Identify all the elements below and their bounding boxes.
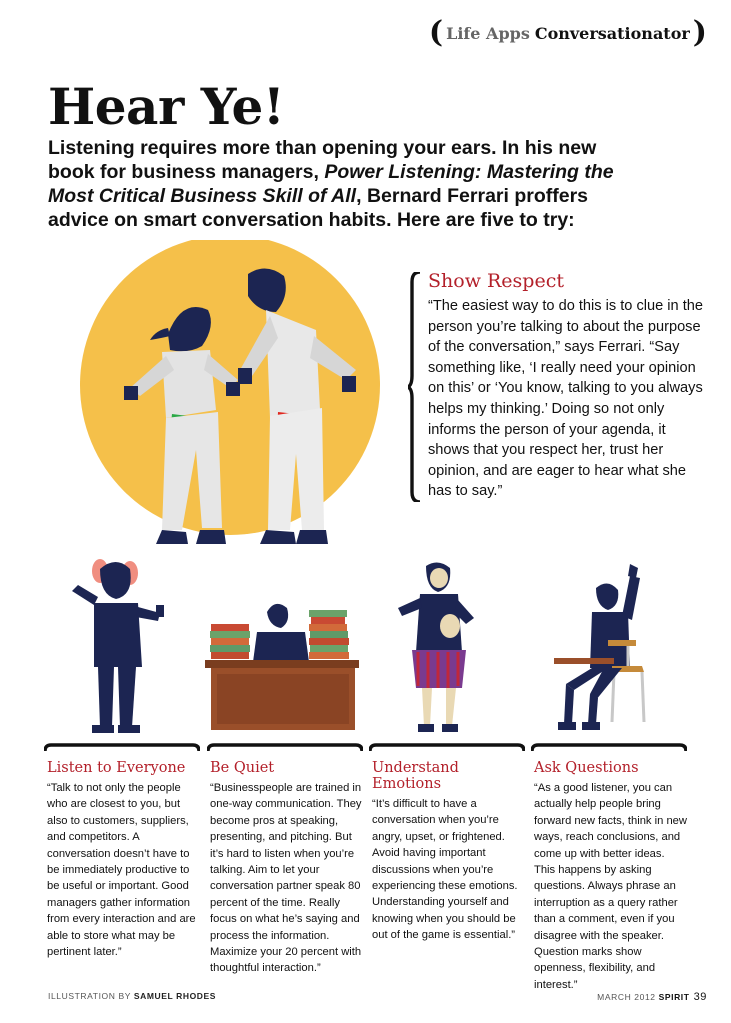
column-bracket-icon [369,743,525,751]
show-respect-section [408,268,708,502]
tip-column-emotions [369,738,525,944]
tip-heading: Ask Questions [534,760,639,776]
student-raising-hand-illustration [552,560,652,735]
curly-brace-icon [408,272,422,502]
credit-label: ILLUSTRATION BY [48,991,131,1001]
magazine-name: SPIRIT [658,992,690,1002]
issue-date: MARCH 2012 [597,992,656,1002]
tip-body: “Businesspeople are trained in one-way communication. They become pros at speaking, presenting, and pitching. But it’s hard to listen when you’re talking. Aim to let your conversation partner speak 80 percent of the time. Really focus on what he’s saying and process the information. Maximize your 20 percent with thoughtful interaction.” [210,782,362,975]
right-book-stack [309,610,349,659]
page-number: 39 [693,991,707,1003]
section-tag [428,15,707,50]
tip-column-listen [44,738,200,960]
column-bracket-icon [207,743,363,751]
left-book-stack [210,624,250,659]
tip-column-quiet [207,738,363,977]
section-primary: Life Apps [446,23,530,43]
right-bracket-glyph: ) [692,15,707,50]
intro-text-end: , Bernard Ferrari proffers advice on smart conversation habits. Here are five to try: [48,185,589,231]
show-respect-heading: Show Respect [428,270,564,292]
show-respect-body: “The easiest way to do this is to clue in the person you’re talking to about the purpose of the conversation,” says Ferrari. “Say something like, ‘I really need your opinion on this’ or ‘You know, talking to you always helps my thinking.’ Doing so not only informs the person of your agenda, it shows that you respect her, trust her opinion, and are eager to hear what she has to say.” [428,298,703,500]
tip-heading: Understand Emotions [372,760,459,792]
tip-body: “It’s difficult to have a conversation when you’re angry, upset, or frightened. Avoid having important discussions when you’re experiencing these emotions. Understanding yourself and knowing when you should be out of the game is essential.” [372,798,518,942]
desk-with-books-illustration [205,592,361,732]
article-intro [48,136,648,232]
article-title: Hear Ye! [48,77,285,136]
column-bracket-icon [44,743,200,751]
section-secondary: Conversationator [534,23,690,43]
tip-body: “Talk to not only the people who are closest to you, but also to customers, suppliers, and competitors. A conversation doesn’t have to be immediately productive to be useful or important. Good managers gather information from every interaction and are able to store what may be pertinent later.” [47,782,196,959]
tip-body: “As a good listener, you can actually help people bring forward new facts, think in new ways, reach conclusions, and come up with better ideas. This happens by asking questions. Always phrase an interruption as a query rather than a comment, even if you disagree with the speaker. Question marks show openness, flexibility, and interest.” [534,782,687,991]
karate-bow-illustration [70,240,410,560]
intro-text-start: Listening requires more than opening your ears. In his new book for business managers, [48,137,597,183]
column-bracket-icon [531,743,687,751]
actor-with-mask-illustration [388,560,488,735]
tip-heading: Listen to Everyone [47,760,186,776]
credit-name: SAMUEL RHODES [133,991,217,1001]
listener-with-ears-illustration [60,555,170,735]
tip-column-questions [531,738,687,993]
illustration-credit [48,991,216,1001]
book-title: Power Listening: Mastering the Most Critical Business Skill of All [48,161,614,207]
page-folio [597,991,707,1003]
tip-heading: Be Quiet [210,760,275,776]
left-bracket-glyph: ( [428,15,444,50]
